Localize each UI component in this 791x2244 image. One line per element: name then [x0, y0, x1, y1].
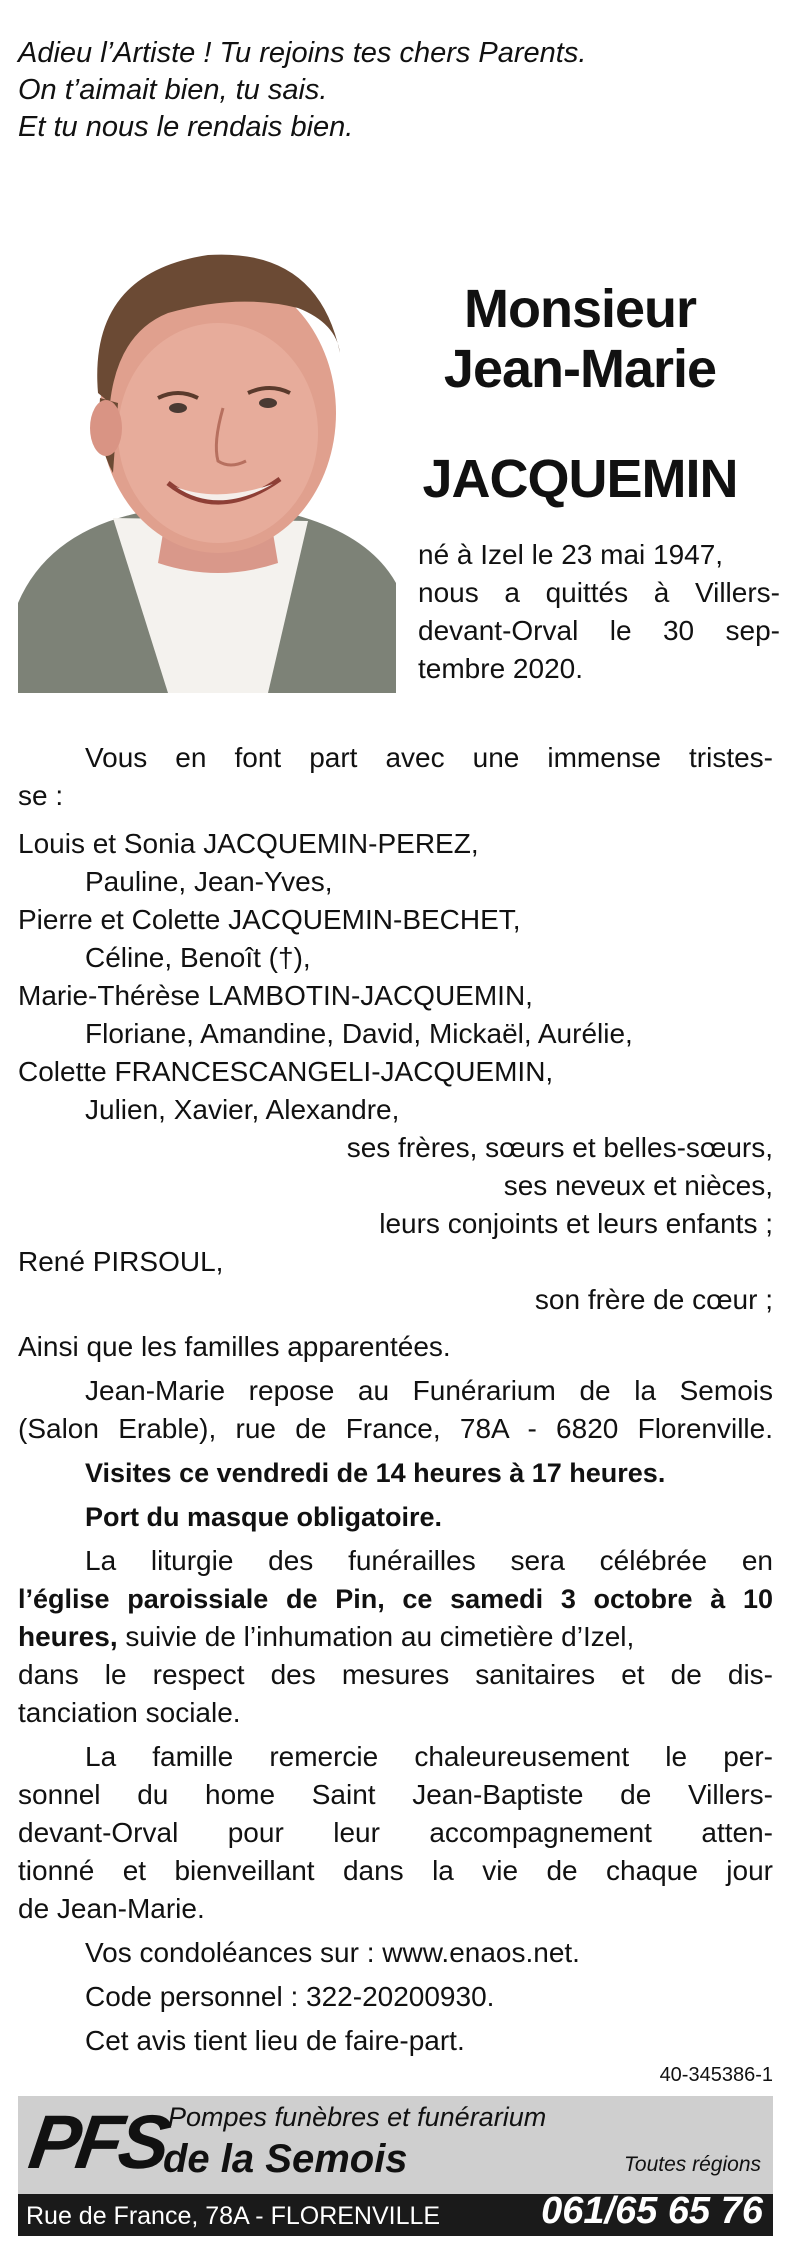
reference-number: 40-345386-1 — [659, 2064, 773, 2086]
family-line: Marie-Thérèse LAMBOTIN-JACQUEMIN, — [18, 980, 533, 1011]
deceased-first-name: Jean-Marie — [443, 339, 717, 399]
thanks-line: devant-Orval pour leur accompagnement atten- — [18, 1817, 773, 1848]
family-line: leurs conjoints et leurs enfants ; — [379, 1208, 773, 1239]
intro-line-2: On t’aimait bien, tu sais. — [18, 74, 328, 106]
liturgy-line-5: tanciation sociale. — [18, 1697, 241, 1728]
mask-info: Port du masque obligatoire. — [85, 1502, 443, 1532]
banner-line-2: de la Semois — [163, 2137, 408, 2181]
banner-address: Rue de France, 78A - FLORENVILLE — [26, 2202, 441, 2230]
family-line: son frère de cœur ; — [534, 1284, 773, 1315]
family-line: Pauline, Jean-Yves, — [85, 866, 333, 897]
family-line: ses frères, sœurs et belles-sœurs, — [346, 1132, 773, 1163]
liturgy-line-3 — [18, 1618, 773, 1656]
family-line: Pierre et Colette JACQUEMIN-BECHET, — [18, 904, 521, 935]
family-line: Louis et Sonia JACQUEMIN-PEREZ, — [18, 828, 479, 859]
family-line: Colette FRANCESCANGELI-JACQUEMIN, — [18, 1056, 554, 1087]
bio-line: né à Izel le 23 mai 1947, — [418, 539, 724, 570]
liturgy-line-4: dans le respect des mesures sanitaires et de dis- — [18, 1659, 773, 1690]
deceased-bio — [418, 536, 780, 688]
family-line: Céline, Benoît (†), — [85, 942, 311, 973]
portrait-photo — [18, 203, 396, 693]
liturgy-line-1: La liturgie des funérailles sera célébrée en — [85, 1545, 773, 1576]
visits-info: Visites ce vendredi de 14 heures à 17 heures. — [85, 1458, 666, 1488]
thanks-line: La famille remercie chaleureusement le per- — [85, 1741, 773, 1772]
announcement-line-1: Vous en font part avec une immense tristes- — [85, 742, 773, 773]
personal-code: Code personnel : 322-20200930. — [85, 1981, 495, 2012]
deceased-title: Monsieur — [463, 279, 697, 339]
funerarium-line-1: Jean-Marie repose au Funérarium de la Semois — [85, 1375, 773, 1406]
family-line: Julien, Xavier, Alexandre, — [85, 1094, 400, 1125]
family-line: René PIRSOUL, — [18, 1246, 224, 1277]
banner-contact-strip — [18, 2190, 773, 2236]
funeral-home-banner — [18, 2096, 773, 2236]
condolences-info: Vos condoléances sur : www.enaos.net. — [85, 1937, 580, 1968]
family-line: ses neveux et nièces, — [503, 1170, 773, 1201]
liturgy-time: heures, — [18, 1621, 118, 1652]
banner-phone: 061/65 65 76 — [541, 2190, 763, 2232]
bio-line: tembre 2020. — [418, 653, 583, 684]
funerarium-line-2: (Salon Erable), rue de France, 78A - 6820 Florenville. — [18, 1413, 773, 1444]
intro-line-3: Et tu nous le rendais bien. — [18, 111, 354, 143]
pfs-logo: PFS — [24, 2100, 172, 2185]
banner-regions: Toutes régions — [624, 2153, 761, 2176]
thanks-line: sonnel du home Saint Jean-Baptiste de Villers- — [18, 1779, 773, 1810]
liturgy-line-2: l’église paroissiale de Pin, ce samedi 3 octobre à 10 — [18, 1584, 773, 1614]
liturgy-burial: suivie de l’inhumation au cimetière d’Izel, — [117, 1621, 635, 1652]
bio-line: nous a quittés à Villers- — [418, 577, 780, 608]
deceased-last-name: JACQUEMIN — [422, 449, 738, 509]
bio-line: devant-Orval le 30 sep- — [418, 615, 780, 646]
thanks-line: tionné et bienveillant dans la vie de chaque jour — [18, 1855, 773, 1886]
announcement-line-2: se : — [18, 780, 64, 811]
thanks-line: de Jean-Marie. — [18, 1893, 205, 1924]
intro-line-1: Adieu l’Artiste ! Tu rejoins tes chers Parents. — [18, 37, 587, 69]
family-line: Floriane, Amandine, David, Mickaël, Aurélie, — [85, 1018, 633, 1049]
notice-text: Cet avis tient lieu de faire-part. — [85, 2025, 465, 2056]
banner-line-1: Pompes funèbres et funérarium — [168, 2102, 547, 2132]
family-line: Ainsi que les familles apparentées. — [18, 1331, 451, 1362]
